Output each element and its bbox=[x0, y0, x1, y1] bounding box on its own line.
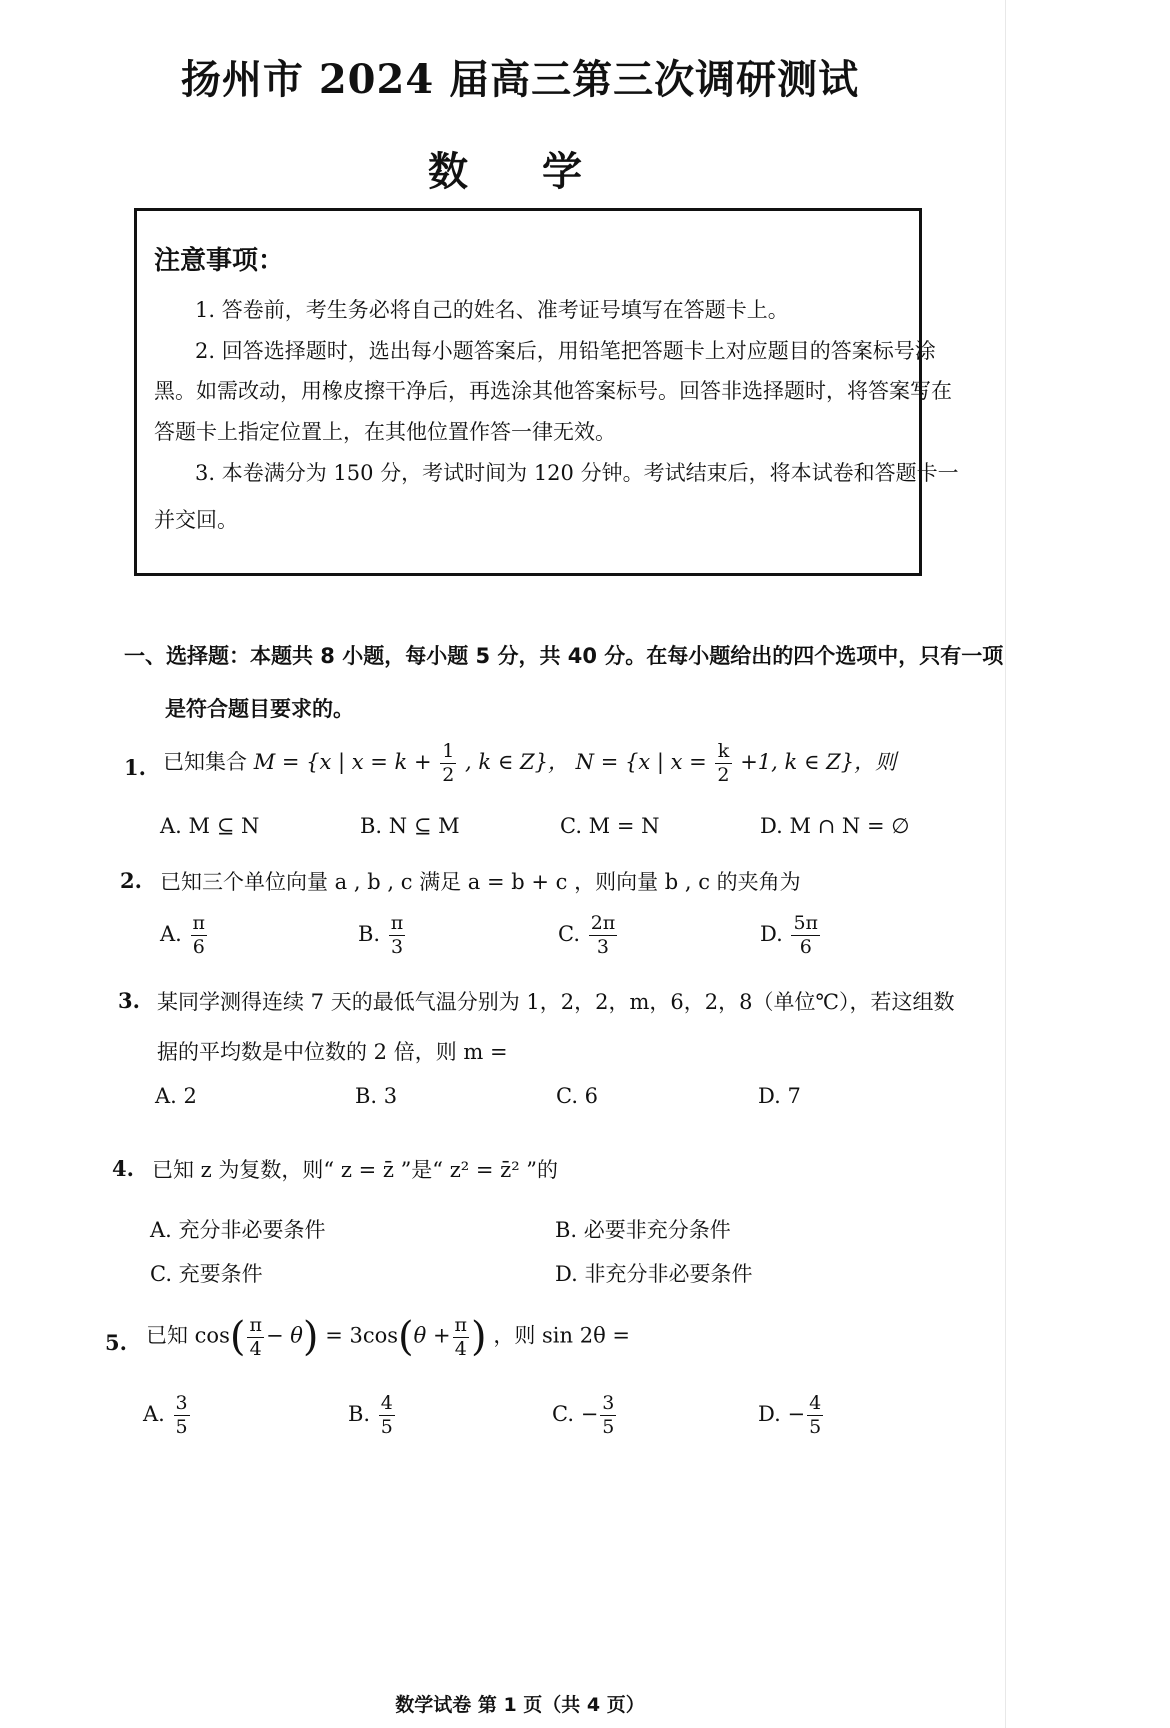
page-edge-line bbox=[1005, 0, 1006, 1728]
question-3-stem-line-1: 某同学测得连续 7 天的最低气温分别为 1，2，2，m，6，2，8（单位℃），若这组数 bbox=[157, 990, 955, 1014]
question-1-fraction-1: $\frac{1}{2}$ bbox=[442, 740, 455, 786]
question-4-option-b: B. 必要非充分条件 bbox=[555, 1218, 731, 1242]
question-5-stem: 已知 cos( $\frac{\pi}{4}$ − θ) = 3cos(θ + $\frac{\pi}{4}$ ) ，则 sin 2θ = bbox=[146, 1313, 630, 1360]
question-1-number: 1. bbox=[124, 755, 146, 780]
question-4-option-d: D. 非充分非必要条件 bbox=[555, 1262, 753, 1286]
question-5-fraction-2: $\frac{\pi}{4}$ bbox=[454, 1313, 468, 1360]
question-5-option-c: C. − $\frac{3}{5}$ bbox=[552, 1392, 615, 1438]
question-1-set-n-left: N = {x | x = bbox=[575, 750, 707, 774]
notice-item-2-line-1: 2. 回答选择题时，选出每小题答案后，用铅笔把答题卡上对应题目的答案标号涂 bbox=[195, 339, 936, 363]
question-1-option-a: A. M ⊆ N bbox=[160, 814, 260, 838]
question-4-option-a: A. 充分非必要条件 bbox=[150, 1218, 326, 1242]
question-1-stem bbox=[163, 742, 896, 785]
question-2-number: 2. bbox=[120, 868, 142, 893]
question-2-option-a: A. $\frac{\pi}{6}$ bbox=[160, 912, 206, 958]
question-5-option-d: D. − $\frac{4}{5}$ bbox=[758, 1392, 822, 1438]
question-1-option-c: C. M = N bbox=[560, 814, 660, 838]
question-5-number: 5. bbox=[105, 1330, 127, 1355]
question-5-prefix: 已知 cos bbox=[146, 1323, 230, 1348]
section-1-instructions-line-2: 是符合题目要求的。 bbox=[165, 697, 354, 721]
notice-item-2-line-3: 答题卡上指定位置上，在其他位置作答一律无效。 bbox=[154, 420, 616, 444]
notice-item-3-line-2: 并交回。 bbox=[154, 508, 238, 532]
question-3-number: 3. bbox=[118, 988, 140, 1013]
page-footer: 数学试卷 第 1 页（共 4 页） bbox=[395, 1694, 645, 1716]
question-4-stem: 已知 z 为复数，则“ z = z̄ ”是“ z² = z̄² ”的 bbox=[152, 1158, 559, 1182]
question-5-option-a: A. $\frac{3}{5}$ bbox=[143, 1392, 188, 1438]
question-1-set-m-left: M = {x | x = k + bbox=[253, 750, 432, 774]
notice-item-3-line-1: 3. 本卷满分为 150 分，考试时间为 120 分钟。考试结束后，将本试卷和答题卡一 bbox=[195, 461, 959, 485]
exam-title: 扬州市 2024 届高三第三次调研测试 bbox=[180, 56, 860, 103]
question-3-option-d: D. 7 bbox=[758, 1084, 801, 1108]
notice-item-1: 1. 答卷前，考生务必将自己的姓名、准考证号填写在答题卡上。 bbox=[195, 298, 789, 322]
question-2-option-c: C. $\frac{2\pi}{3}$ bbox=[558, 912, 616, 958]
question-3-stem-line-2: 据的平均数是中位数的 2 倍，则 m = bbox=[157, 1040, 508, 1064]
question-4-option-c: C. 充要条件 bbox=[150, 1262, 263, 1286]
question-1-fraction-2: $\frac{k}{2}$ bbox=[717, 740, 730, 786]
question-3-option-c: C. 6 bbox=[556, 1084, 599, 1108]
notice-item-2-line-2: 黑。如需改动，用橡皮擦干净后，再选涂其他答案标号。回答非选择题时，将答案写在 bbox=[154, 379, 952, 403]
notice-heading: 注意事项： bbox=[154, 246, 285, 276]
question-1-set-n-right: +1, k ∈ Z}，则 bbox=[740, 750, 897, 774]
question-5-option-b: B. $\frac{4}{5}$ bbox=[348, 1392, 393, 1438]
question-4-number: 4. bbox=[112, 1156, 134, 1181]
question-1-option-d: D. M ∩ N = ∅ bbox=[760, 814, 910, 838]
question-3-option-b: B. 3 bbox=[355, 1084, 398, 1108]
question-5-fraction-1: $\frac{\pi}{4}$ bbox=[249, 1313, 262, 1360]
question-1-set-m-right: , k ∈ Z}， bbox=[465, 750, 569, 774]
question-2-option-b: B. $\frac{\pi}{3}$ bbox=[358, 912, 404, 958]
subject-title: 数 学 bbox=[428, 148, 612, 195]
question-1-option-b: B. N ⊆ M bbox=[360, 814, 460, 838]
question-1-prefix: 已知集合 bbox=[163, 750, 247, 774]
question-3-option-a: A. 2 bbox=[155, 1084, 197, 1108]
question-2-stem: 已知三个单位向量 a , b , c 满足 a = b + c ，则向量 b , c 的夹角为 bbox=[160, 870, 801, 894]
question-2-option-d: D. $\frac{5\pi}{6}$ bbox=[760, 912, 819, 958]
section-1-instructions-line-1: 一、选择题：本题共 8 小题，每小题 5 分，共 40 分。在每小题给出的四个选项中，只有一项 bbox=[124, 644, 1004, 668]
